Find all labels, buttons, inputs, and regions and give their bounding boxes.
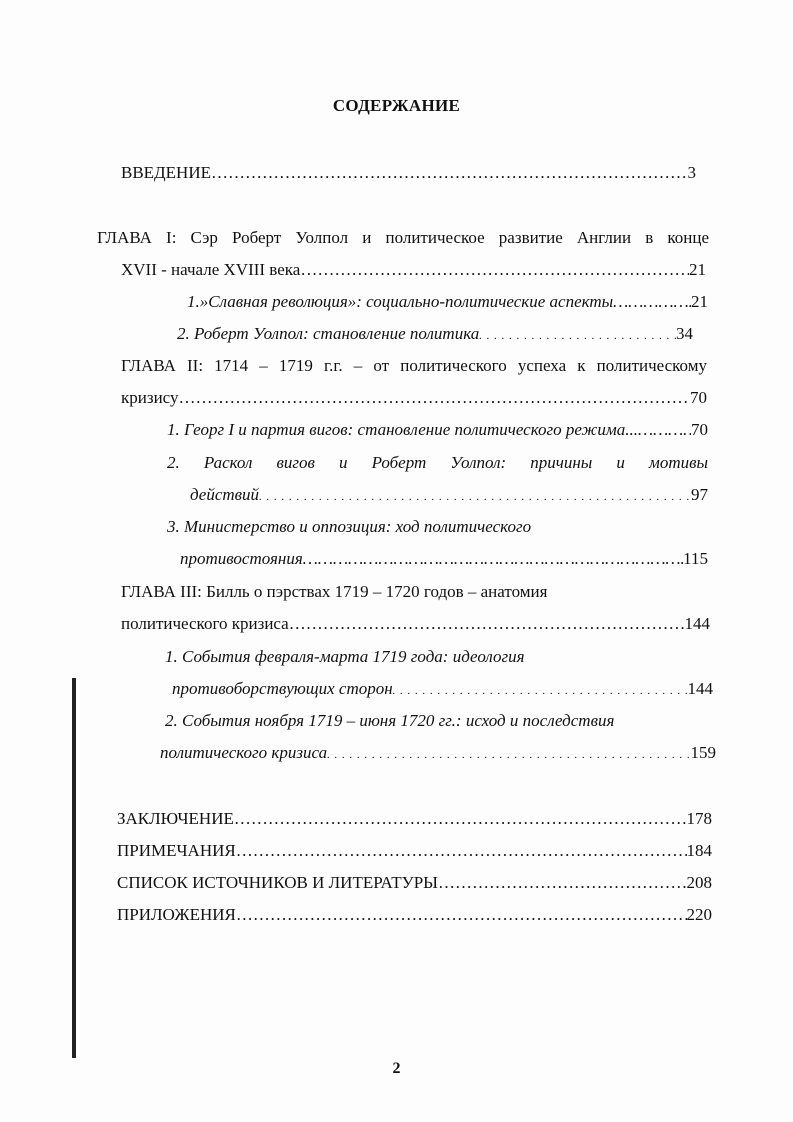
toc-chapter-2-line1: ГЛАВА II: 1714 – 1719 г.г. – от политического успеха к политическому: [121, 356, 707, 375]
toc-page: 3: [687, 163, 696, 182]
toc-leader: [303, 548, 683, 570]
toc-label: 1.»Славная революция»: социально-политические аспекты: [187, 292, 614, 311]
toc-label: 1. Георг I и партия вигов: становление политического режима...: [167, 420, 638, 439]
toc-entry-intro: [121, 162, 696, 184]
toc-section-3-1-line2: [172, 678, 713, 702]
toc-section-2-1: [167, 419, 708, 441]
toc-leader: [236, 904, 687, 926]
toc-entry-notes: [117, 840, 712, 862]
toc-chapter-1-line2: [121, 259, 706, 281]
toc-entry-appendices: [117, 904, 712, 926]
toc-page: 220: [686, 905, 712, 924]
toc-page: 21: [691, 292, 708, 311]
toc-page: 159: [690, 743, 716, 762]
page-number: 2: [392, 1060, 401, 1077]
toc-leader: [613, 291, 691, 313]
toc-page: 34: [676, 324, 693, 343]
toc-label: политического кризиса: [160, 743, 328, 762]
toc-label: действий: [190, 485, 260, 504]
toc-label: 2. Роберт Уолпол: становление политика: [177, 324, 480, 343]
toc-leader: [300, 259, 689, 281]
toc-leader: [236, 840, 687, 862]
toc-leader: [259, 484, 691, 508]
toc-page: 97: [691, 485, 708, 504]
toc-page: 70: [691, 420, 708, 439]
toc-leader: [479, 323, 676, 347]
toc-leader: [638, 419, 691, 441]
toc-leader: [234, 808, 687, 830]
toc-label: ВВЕДЕНИЕ: [121, 163, 211, 182]
page-title: СОДЕРЖАНИЕ: [332, 96, 461, 115]
toc-page: 115: [683, 549, 708, 568]
toc-page: 184: [686, 841, 712, 860]
toc-leader: [179, 387, 691, 409]
toc-section-3-1-line1: 1. События февраля-марта 1719 года: идеология: [165, 647, 525, 666]
toc-page: 21: [689, 260, 706, 279]
toc-section-1-1: [187, 291, 708, 313]
toc-label: политического кризиса: [121, 614, 289, 633]
toc-page: 144: [684, 614, 710, 633]
toc-section-2-2-line1: 2. Раскол вигов и Роберт Уолпол: причины и мотивы: [167, 453, 708, 472]
toc-section-2-3-line1: 3. Министерство и оппозиция: ход политического: [167, 517, 532, 536]
toc-label: XVII - начале XVIII века: [121, 260, 301, 279]
toc-leader: [289, 613, 685, 635]
toc-leader: [327, 742, 690, 766]
toc-entry-conclusion: [117, 808, 712, 830]
toc-label: ПРИЛОЖЕНИЯ: [117, 905, 236, 924]
toc-page: 178: [686, 809, 712, 828]
toc-label: противостояния: [180, 549, 303, 568]
toc-page: 208: [686, 873, 712, 892]
toc-page: 70: [690, 388, 707, 407]
toc-label: противоборствующих сторон: [172, 679, 393, 698]
toc-leader: [393, 678, 688, 702]
toc-section-2-3-line2: [180, 548, 708, 570]
toc-section-3-2-line2: [160, 742, 716, 766]
toc-label: ЗАКЛЮЧЕНИЕ: [117, 809, 234, 828]
toc-section-3-2-line1: 2. События ноября 1719 – июня 1720 гг.: исход и последствия: [165, 711, 615, 730]
toc-chapter-3-line2: [121, 613, 710, 635]
toc-label: ПРИМЕЧАНИЯ: [117, 841, 236, 860]
toc-chapter-1-line1: ГЛАВА I: Сэр Роберт Уолпол и политическое развитие Англии в конце: [97, 228, 709, 247]
toc-leader: [211, 162, 688, 184]
toc-entry-sources: [117, 872, 712, 894]
toc-chapter-2-line2: [121, 387, 707, 409]
scan-margin-line: [72, 678, 76, 1058]
toc-label: кризису: [121, 388, 179, 407]
toc-section-2-2-line2: [190, 484, 708, 508]
toc-section-1-2: [177, 323, 693, 347]
toc-chapter-3-line1: ГЛАВА III: Билль о пэрствах 1719 – 1720 годов – анатомия: [121, 582, 548, 601]
toc-leader: [438, 872, 687, 894]
toc-page: 144: [687, 679, 713, 698]
toc-label: СПИСОК ИСТОЧНИКОВ И ЛИТЕРАТУРЫ: [117, 873, 438, 892]
